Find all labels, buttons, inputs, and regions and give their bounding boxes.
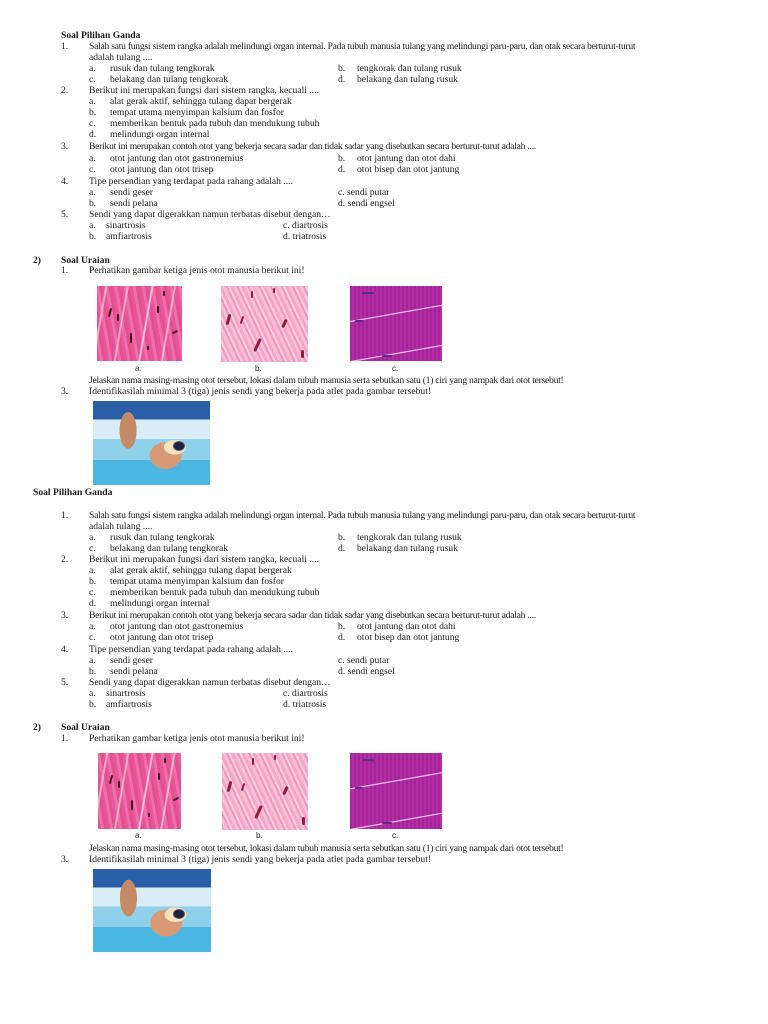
option-c: otot jantung dan otot trisep: [110, 164, 214, 175]
question-number: 5.: [61, 209, 69, 220]
question-text-cont: adalah tulang ....: [89, 521, 153, 532]
option-key: a.: [89, 565, 96, 576]
question-number: 3.: [61, 610, 69, 621]
option-c: c. sendi putar: [338, 655, 390, 666]
option-a: rusuk dan tulang tengkorak: [110, 532, 215, 543]
question-text: Berikut ini merupakan fungsi dari sistem rangka, kecuali ....: [89, 85, 319, 96]
option-b: otot jantung dan otot dahi: [357, 621, 456, 632]
question-number: 3.: [61, 854, 69, 865]
figure-label-c: c.: [392, 831, 399, 840]
option-b: amfiartrosis: [106, 699, 152, 710]
option-d: otot bisep dan otot jantung: [357, 632, 460, 643]
muscle-image-cardiac: [350, 286, 442, 361]
option-key: b.: [89, 107, 97, 118]
option-key: c.: [89, 118, 96, 129]
question-text: Identifikasilah minimal 3 (tiga) jenis sendi yang bekerja pada atlet pada gambar tersebut!: [89, 386, 432, 397]
option-c: c. sendi putar: [338, 187, 390, 198]
option-key: d.: [338, 543, 346, 554]
question-text-cont: adalah tulang ....: [89, 52, 153, 63]
option-b: tengkorak dan tulang rusuk: [357, 532, 462, 543]
question-number: 1.: [61, 265, 69, 276]
question-number: 3.: [61, 386, 69, 397]
question-text: Sendi yang dapat digerakkan namun terbatas disebut dengan…: [89, 677, 331, 688]
question-text: Sendi yang dapat digerakkan namun terbatas disebut dengan…: [89, 209, 331, 220]
option-key: d.: [89, 129, 97, 140]
option-key: a.: [89, 96, 96, 107]
option-key: c.: [89, 74, 96, 85]
question-text: Berikut ini merupakan fungsi dari sistem rangka, kecuali ....: [89, 554, 319, 565]
option-key: b.: [89, 198, 97, 209]
option-key: a.: [89, 688, 96, 699]
muscle-image-skeletal: [98, 753, 181, 829]
question-text: Salah satu fungsi sistem rangka adalah melindungi organ internal. Pada tubuh manusia tulang yang melindungi paru-paru, dan otak secara berturut-turut: [89, 41, 636, 52]
option-a: otot jantung dan otot gastronemius: [110, 153, 244, 164]
option-d: belakang dan tulang rusuk: [357, 74, 458, 85]
option-key: b.: [338, 63, 346, 74]
question-number: 4.: [61, 176, 69, 187]
section-title-uraian: Soal Uraian: [61, 722, 110, 733]
option-d: d. triatrosis: [283, 699, 327, 710]
section-title-pilihan-ganda: Soal Pilihan Ganda: [61, 30, 141, 41]
section-title-pilihan-ganda: Soal Pilihan Ganda: [33, 487, 113, 498]
essay-section-number: 2): [33, 722, 41, 733]
question-number: 1.: [61, 733, 69, 744]
option-key: c.: [89, 632, 96, 643]
question-text: Jelaskan nama masing-masing otot tersebut, lokasi dalam tubuh manusia serta sebutkan satu (1) ciri yang nampak dari otot tersebut!: [89, 843, 564, 854]
essay-section-number: 2): [33, 255, 41, 266]
muscle-image-skeletal: [97, 286, 182, 361]
swimmer-photo: [93, 401, 210, 485]
option-key: b.: [89, 666, 97, 677]
option-b: tempat utama menyimpan kalsium dan fosfor: [110, 576, 284, 587]
option-key: b.: [89, 231, 97, 242]
question-number: 2.: [61, 85, 69, 96]
option-d: d. triatrosis: [283, 231, 327, 242]
option-key: b.: [338, 621, 346, 632]
question-text: Perhatikan gambar ketiga jenis otot manusia berikut ini!: [89, 733, 305, 744]
option-a: otot jantung dan otot gastronemius: [110, 621, 244, 632]
option-d: d. sendi engsel: [338, 666, 395, 677]
question-text: Identifikasilah minimal 3 (tiga) jenis sendi yang bekerja pada atlet pada gambar tersebut!: [89, 854, 432, 865]
option-a: sendi geser: [110, 655, 153, 666]
option-b: sendi pelana: [110, 198, 158, 209]
question-text: Berikut ini merupakan contoh otot yang bekerja secara sadar dan tidak sadar yang disebutkan secara berturut-turut adalah ....: [89, 141, 536, 152]
option-key: b.: [338, 153, 346, 164]
option-c: c. diartrosis: [283, 220, 328, 231]
question-text: Tipe persendian yang terdapat pada rahang adalah ....: [89, 644, 293, 655]
option-key: c.: [89, 164, 96, 175]
option-a: sinartrosis: [106, 688, 146, 699]
question-number: 1.: [61, 41, 69, 52]
question-number: 2.: [61, 554, 69, 565]
option-key: a.: [89, 153, 96, 164]
question-text: Salah satu fungsi sistem rangka adalah melindungi organ internal. Pada tubuh manusia tulang yang melindungi paru-paru, dan otak secara berturut-turut: [89, 510, 636, 521]
option-b: sendi pelana: [110, 666, 158, 677]
option-b: otot jantung dan otot dahi: [357, 153, 456, 164]
option-d: melindungi organ internal: [110, 129, 210, 140]
option-c: memberikan bentuk pada tubuh dan mendukung tubuh: [110, 118, 320, 129]
option-a: sinartrosis: [106, 220, 146, 231]
figure-label-b: b.: [256, 831, 263, 840]
option-c: belakang dan tulang tengkorak: [110, 74, 229, 85]
option-d: belakang dan tulang rusuk: [357, 543, 458, 554]
section-title-uraian: Soal Uraian: [61, 255, 110, 266]
question-number: 4.: [61, 644, 69, 655]
muscle-image-smooth: [221, 286, 308, 362]
option-a: alat gerak aktif, sehingga tulang dapat bergerak: [110, 96, 292, 107]
question-number: 3.: [61, 141, 69, 152]
option-key: a.: [89, 621, 96, 632]
option-key: b.: [338, 532, 346, 543]
option-key: a.: [89, 63, 96, 74]
option-a: rusuk dan tulang tengkorak: [110, 63, 215, 74]
option-key: c.: [89, 587, 96, 598]
option-key: a.: [89, 220, 96, 231]
option-d: melindungi organ internal: [110, 598, 210, 609]
option-a: alat gerak aktif, sehingga tulang dapat bergerak: [110, 565, 292, 576]
option-c: memberikan bentuk pada tubuh dan mendukung tubuh: [110, 587, 320, 598]
option-key: c.: [89, 543, 96, 554]
option-key: d.: [338, 632, 346, 643]
muscle-image-smooth: [222, 753, 308, 830]
question-text: Jelaskan nama masing-masing otot tersebut, lokasi dalam tubuh manusia serta sebutkan satu (1) ciri yang nampak dari otot tersebut!: [89, 375, 564, 386]
swimmer-photo: [93, 869, 211, 952]
question-number: 1.: [61, 510, 69, 521]
question-number: 5.: [61, 677, 69, 688]
option-c: otot jantung dan otot trisep: [110, 632, 214, 643]
option-a: sendi geser: [110, 187, 153, 198]
option-key: d.: [338, 74, 346, 85]
question-text: Tipe persendian yang terdapat pada rahang adalah ....: [89, 176, 293, 187]
option-key: b.: [89, 576, 97, 587]
option-key: a.: [89, 187, 96, 198]
option-key: d.: [89, 598, 97, 609]
option-b: tempat utama menyimpan kalsium dan fosfor: [110, 107, 284, 118]
question-text: Berikut ini merupakan contoh otot yang bekerja secara sadar dan tidak sadar yang disebutkan secara berturut-turut adalah ....: [89, 610, 536, 621]
option-b: tengkorak dan tulang rusuk: [357, 63, 462, 74]
option-c: belakang dan tulang tengkorak: [110, 543, 229, 554]
option-d: d. sendi engsel: [338, 198, 395, 209]
option-key: d.: [338, 164, 346, 175]
option-key: a.: [89, 532, 96, 543]
muscle-image-cardiac: [350, 753, 442, 829]
question-text: Perhatikan gambar ketiga jenis otot manusia berikut ini!: [89, 265, 305, 276]
option-b: amfiartrosis: [106, 231, 152, 242]
option-key: b.: [89, 699, 97, 710]
option-key: a.: [89, 655, 96, 666]
option-c: c. diartrosis: [283, 688, 328, 699]
figure-label-b: b.: [255, 364, 262, 373]
figure-label-a: a.: [135, 364, 142, 373]
figure-label-a: a.: [135, 831, 142, 840]
option-d: otot bisep dan otot jantung: [357, 164, 460, 175]
figure-label-c: c.: [392, 364, 399, 373]
